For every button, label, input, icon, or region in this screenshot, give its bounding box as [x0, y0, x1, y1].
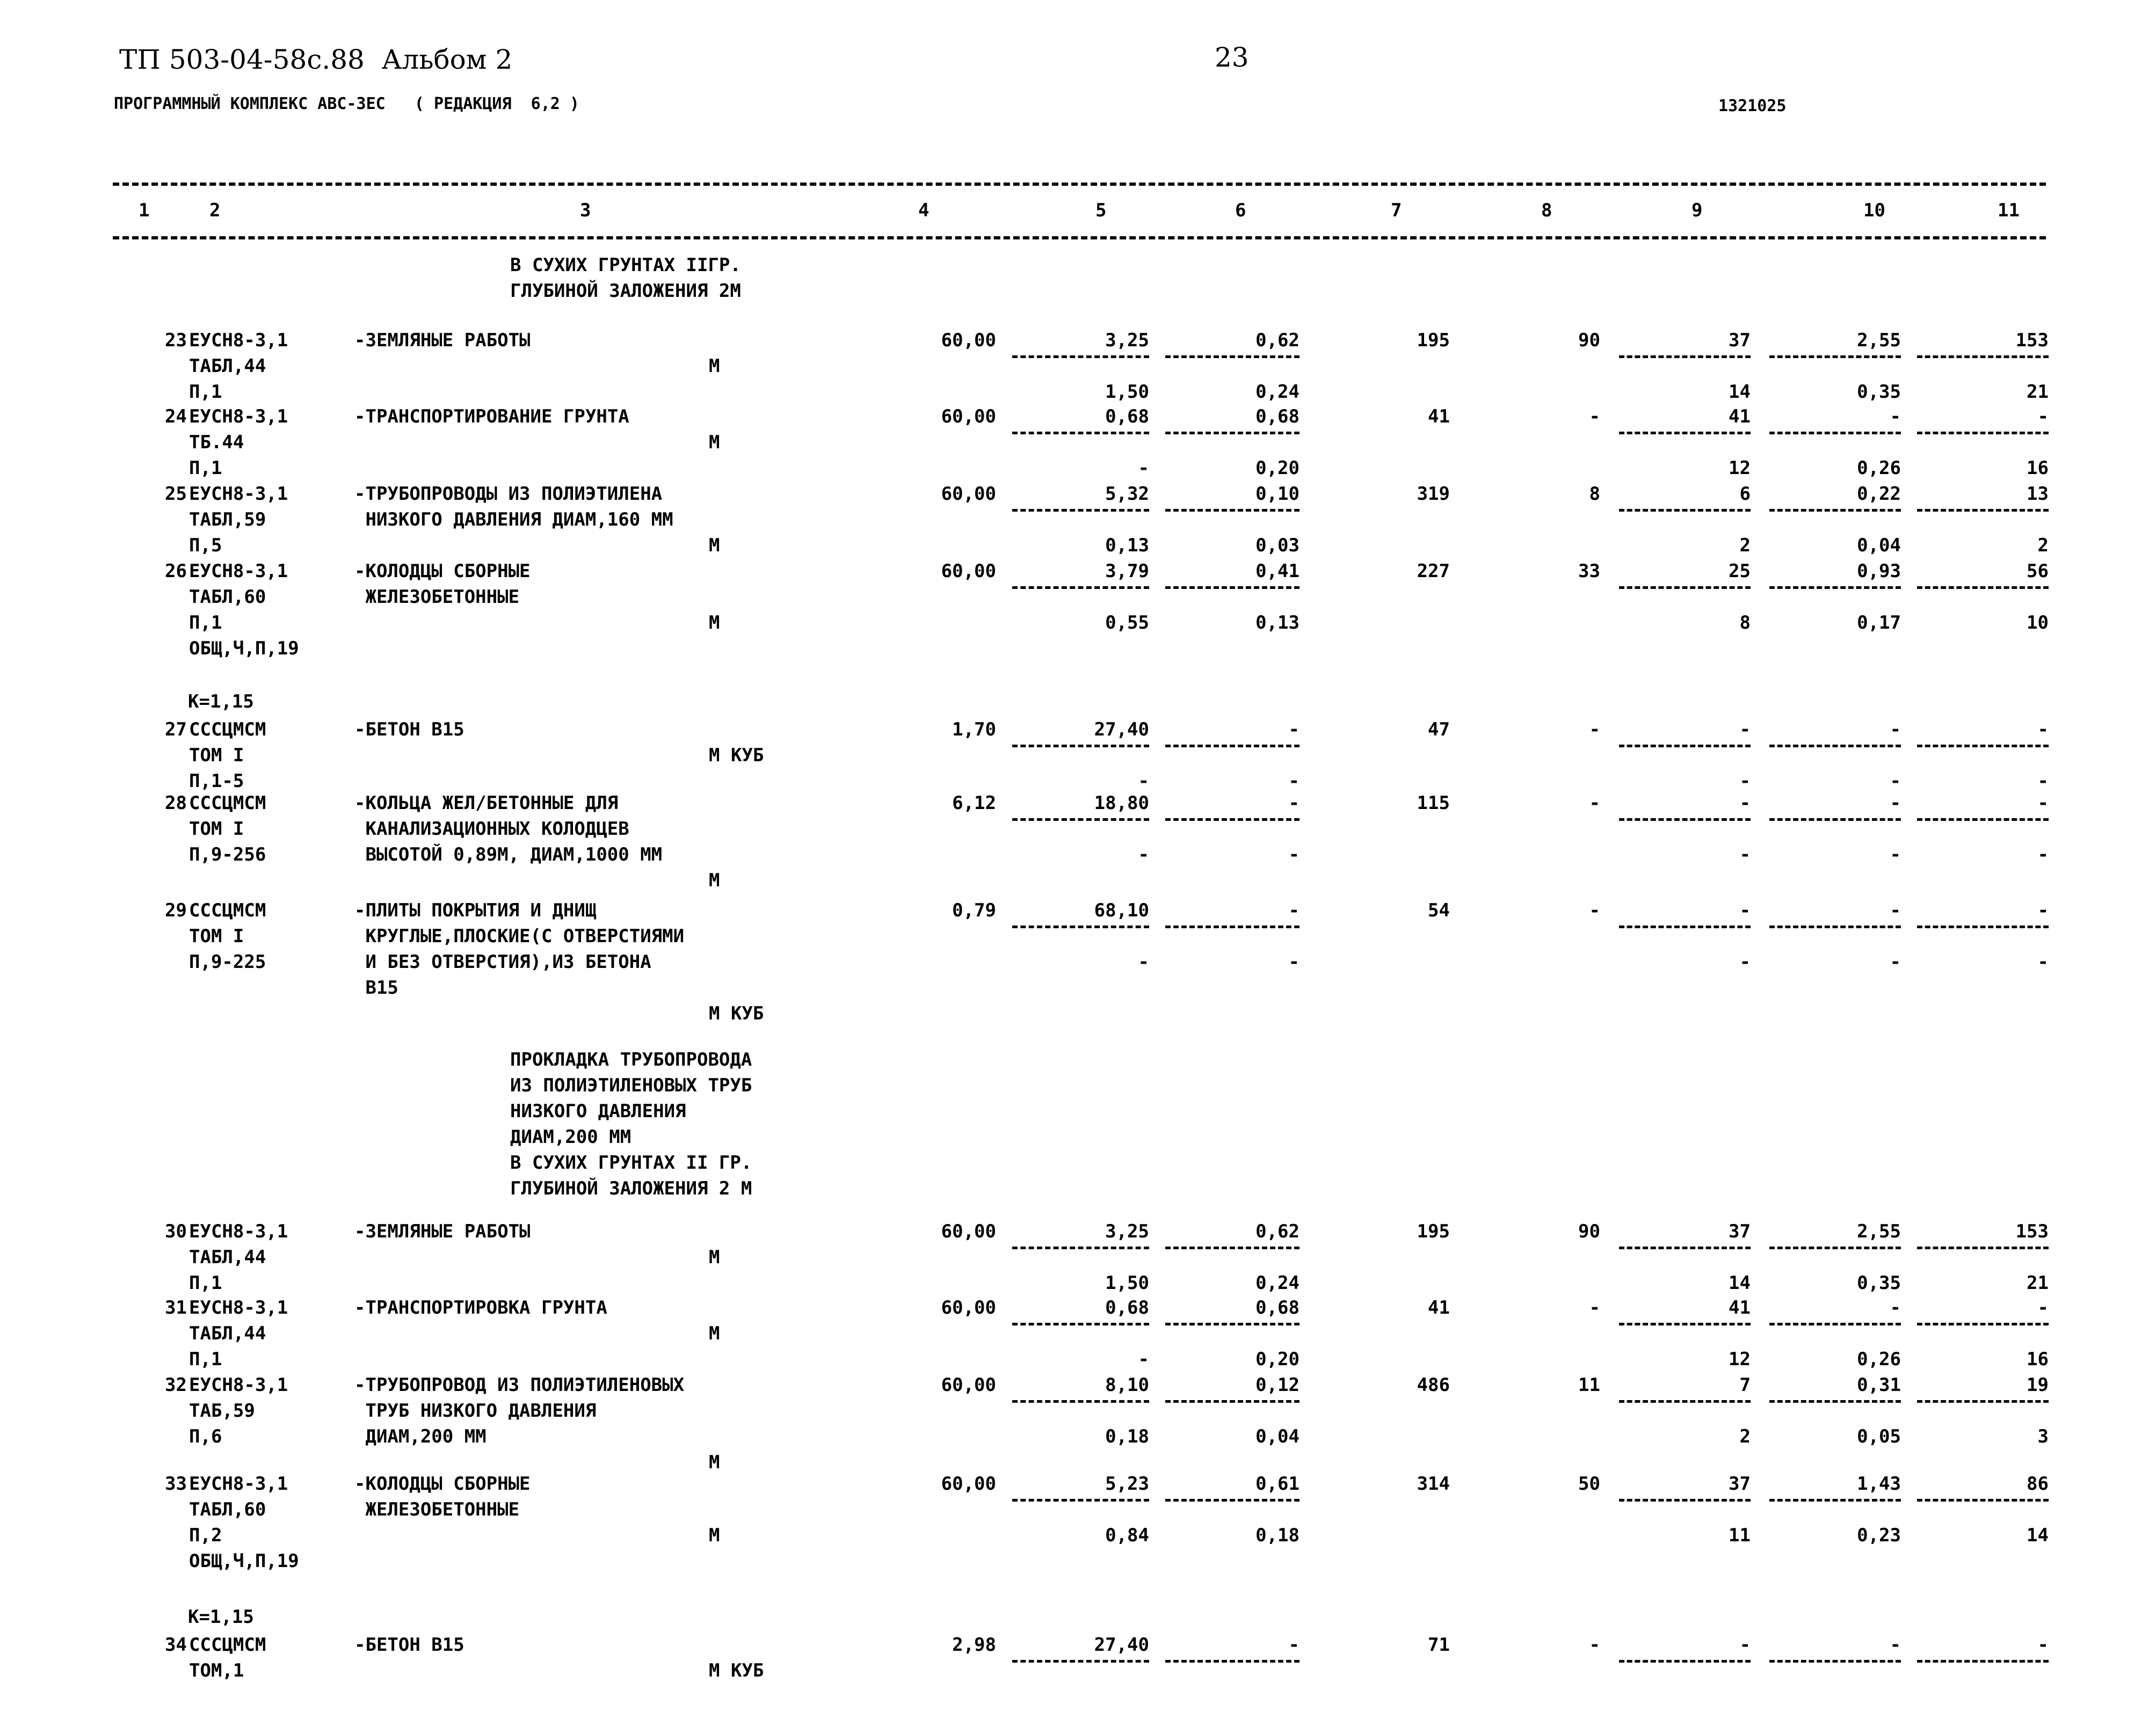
cell-divider: [1619, 745, 1751, 747]
cell-divider: [1619, 1247, 1751, 1249]
cell-divider: [1165, 432, 1300, 434]
cell-divider: [1917, 355, 2049, 358]
row-name: -КОЛЬЦА ЖЕЛ/БЕТОННЫЕ ДЛЯ КАНАЛИЗАЦИОННЫХ КОЛОДЦЕВ ВЫСОТОЙ 0,89М, ДИАМ,1000 ММ: [354, 792, 663, 865]
row-unit: М: [709, 870, 720, 891]
cell-divider: [1012, 355, 1149, 358]
row-c11: 153: [2015, 330, 2049, 351]
row-c11: 19: [2027, 1374, 2049, 1396]
row-c6: 0,41: [1255, 560, 1300, 582]
row-code: ЕУСН8-3,1 ТАБ,59 П,6: [189, 1374, 288, 1447]
row-c9: -: [1739, 900, 1751, 921]
row-c10: -: [1890, 792, 1901, 814]
row-name: -ТРУБОПРОВОДЫ ИЗ ПОЛИЭТИЛЕНА НИЗКОГО ДАВЛЕНИЯ ДИАМ,160 ММ: [354, 483, 673, 530]
row-c5: 27,40: [1094, 719, 1149, 740]
section-title-2: ПРОКЛАДКА ТРУБОПРОВОДА ИЗ ПОЛИЭТИЛЕНОВЫХ ТРУБ НИЗКОГО ДАВЛЕНИЯ ДИАМ,200 ММ В СУХИХ ГРУНТАХ II ГР. ГЛУБИНОЙ ЗАЛОЖЕНИЯ 2 М: [510, 1049, 752, 1199]
row-c11: 86: [2027, 1473, 2049, 1495]
row-c5: 5,23: [1105, 1473, 1149, 1495]
row-c10: -: [1890, 719, 1901, 740]
row-c4: 60,00: [941, 406, 996, 427]
page-number: 23: [1215, 42, 1249, 73]
cell-divider: [1165, 355, 1300, 358]
row-c10: 0,93: [1857, 560, 1901, 582]
row-unit: М: [709, 612, 720, 633]
row-c5b: 1,50: [1105, 1272, 1149, 1294]
row-c8: -: [1589, 1297, 1600, 1318]
row-c5: 3,79: [1105, 560, 1149, 582]
row-c9b: 14: [1729, 1272, 1751, 1294]
row-c9b: 8: [1739, 612, 1751, 633]
cell-divider: [1619, 509, 1751, 512]
row-c8: -: [1589, 792, 1600, 814]
row-c5: 0,68: [1105, 406, 1149, 427]
row-c11: -: [2037, 1297, 2049, 1318]
coefficient-note: К=1,15: [188, 1606, 254, 1628]
row-c6b: -: [1288, 951, 1300, 973]
row-number: 32: [165, 1374, 187, 1396]
row-c7: 115: [1417, 792, 1450, 814]
cell-divider: [1769, 1247, 1901, 1249]
row-number: 29: [165, 900, 187, 921]
row-c11b: 14: [2027, 1525, 2049, 1546]
cell-divider: [1619, 818, 1751, 821]
row-c4: 60,00: [941, 1374, 996, 1396]
row-unit: М КУБ: [709, 1003, 764, 1024]
row-c4: 60,00: [941, 1473, 996, 1495]
row-code: ЕУСН8-3,1 ТБ.44 П,1: [189, 406, 288, 479]
row-c8: -: [1589, 719, 1600, 740]
cell-divider: [1012, 745, 1149, 747]
row-c6b: 0,20: [1255, 457, 1300, 479]
row-code: ЕУСН8-3,1 ТАБЛ,44 П,1: [189, 1297, 288, 1370]
cell-divider: [1012, 818, 1149, 821]
row-c5b: -: [1138, 770, 1149, 792]
row-c9: 41: [1729, 406, 1751, 427]
row-c10: 1,43: [1857, 1473, 1901, 1495]
row-c5: 3,25: [1105, 1221, 1149, 1242]
row-number: 34: [165, 1634, 187, 1656]
row-c6b: -: [1288, 844, 1300, 865]
cell-divider: [1165, 745, 1300, 747]
cell-divider: [1012, 432, 1149, 434]
cell-divider: [1165, 1660, 1300, 1663]
cell-divider: [1769, 1323, 1901, 1325]
cell-divider: [1917, 926, 2049, 928]
row-c10b: 0,35: [1857, 1272, 1901, 1294]
cell-divider: [1917, 586, 2049, 589]
row-c4: 60,00: [941, 330, 996, 351]
cell-divider: [1165, 1247, 1300, 1249]
row-c6: 0,68: [1255, 406, 1300, 427]
row-c10: -: [1890, 406, 1901, 427]
row-c6b: 0,03: [1255, 535, 1300, 556]
row-c6: -: [1288, 900, 1300, 921]
row-c4: 2,98: [952, 1634, 996, 1656]
column-header-3: 3: [580, 200, 591, 221]
row-c11: -: [2037, 719, 2049, 740]
cell-divider: [1769, 926, 1901, 928]
header-rule-top: [113, 183, 2046, 186]
row-unit: М: [709, 1323, 720, 1344]
row-c6b: 0,18: [1255, 1525, 1300, 1546]
cell-divider: [1012, 586, 1149, 589]
row-c9b: 11: [1729, 1525, 1751, 1546]
row-code: СССЦМСМ ТОМ I П,9-225: [189, 900, 266, 973]
row-c10b: -: [1890, 951, 1901, 973]
row-c10: 0,22: [1857, 483, 1901, 505]
row-name: -ТРАНСПОРТИРОВАНИЕ ГРУНТА: [354, 406, 629, 427]
row-name: -БЕТОН В15: [354, 719, 464, 740]
row-code: ЕУСН8-3,1 ТАБЛ,60 П,1 ОБЩ,Ч,П,19: [189, 560, 299, 659]
row-c11b: 3: [2037, 1426, 2049, 1447]
cell-divider: [1619, 355, 1751, 358]
row-c4: 0,79: [952, 900, 996, 921]
row-c10b: 0,05: [1857, 1426, 1901, 1447]
row-c6b: 0,13: [1255, 612, 1300, 633]
row-c4: 1,70: [952, 719, 996, 740]
row-c10b: -: [1890, 844, 1901, 865]
cell-divider: [1619, 586, 1751, 589]
cell-divider: [1769, 1499, 1901, 1502]
cell-divider: [1165, 1400, 1300, 1403]
column-header-11: 11: [1998, 200, 2020, 221]
cell-divider: [1769, 432, 1901, 434]
row-c8: -: [1589, 406, 1600, 427]
cell-divider: [1917, 1323, 2049, 1325]
row-c10b: -: [1890, 770, 1901, 792]
row-c4: 60,00: [941, 483, 996, 505]
row-c6b: -: [1288, 770, 1300, 792]
row-c8: 90: [1578, 1221, 1600, 1242]
row-c10: 2,55: [1857, 1221, 1901, 1242]
row-c7: 71: [1428, 1634, 1450, 1656]
cell-divider: [1769, 586, 1901, 589]
row-c5b: 0,13: [1105, 535, 1149, 556]
row-c9: -: [1739, 792, 1751, 814]
row-code: ЕУСН8-3,1 ТАБЛ,44 П,1: [189, 330, 288, 403]
cell-divider: [1619, 926, 1751, 928]
row-c5b: 0,55: [1105, 612, 1149, 633]
row-c11b: 16: [2027, 1349, 2049, 1370]
row-c9: 25: [1729, 560, 1751, 582]
row-c11: -: [2037, 792, 2049, 814]
cell-divider: [1619, 1323, 1751, 1325]
cell-divider: [1165, 1323, 1300, 1325]
row-c11b: 21: [2027, 1272, 2049, 1294]
row-c7: 41: [1428, 1297, 1450, 1318]
row-c9: 6: [1739, 483, 1751, 505]
cell-divider: [1012, 1499, 1149, 1502]
row-c4: 60,00: [941, 560, 996, 582]
row-c9: 41: [1729, 1297, 1751, 1318]
row-c5b: -: [1138, 457, 1149, 479]
row-c11b: -: [2037, 951, 2049, 973]
row-c6b: 0,04: [1255, 1426, 1300, 1447]
cell-divider: [1165, 509, 1300, 512]
cell-divider: [1917, 745, 2049, 747]
row-c5: 5,32: [1105, 483, 1149, 505]
column-header-6: 6: [1235, 200, 1246, 221]
row-c11: 56: [2027, 560, 2049, 582]
row-c10: 2,55: [1857, 330, 1901, 351]
row-c4: 60,00: [941, 1297, 996, 1318]
row-c5: 3,25: [1105, 330, 1149, 351]
row-c10b: 0,26: [1857, 1349, 1901, 1370]
column-header-7: 7: [1391, 200, 1402, 221]
cell-divider: [1619, 432, 1751, 434]
row-c8: 33: [1578, 560, 1600, 582]
cell-divider: [1012, 1660, 1149, 1663]
row-c6: 0,12: [1255, 1374, 1300, 1396]
row-number: 31: [165, 1297, 187, 1318]
cell-divider: [1917, 432, 2049, 434]
program-title: ПРОГРАММНЫЙ КОМПЛЕКС АВС-3ЕС ( РЕДАКЦИЯ 6,2 ): [114, 94, 579, 113]
column-header-4: 4: [918, 200, 930, 221]
row-c6: -: [1288, 792, 1300, 814]
row-unit: М: [709, 535, 720, 556]
row-c6: 0,61: [1255, 1473, 1300, 1495]
cell-divider: [1769, 1400, 1901, 1403]
row-c9b: 12: [1729, 1349, 1751, 1370]
row-c4: 60,00: [941, 1221, 996, 1242]
row-name: -БЕТОН В15: [354, 1634, 464, 1656]
row-unit: М: [709, 1452, 720, 1473]
row-c6: 0,62: [1255, 330, 1300, 351]
row-c5b: 1,50: [1105, 381, 1149, 403]
row-c5b: 0,84: [1105, 1525, 1149, 1546]
row-c9: 37: [1729, 1221, 1751, 1242]
row-c7: 54: [1428, 900, 1450, 921]
row-c7: 41: [1428, 406, 1450, 427]
row-c11b: -: [2037, 770, 2049, 792]
column-header-1: 1: [139, 200, 150, 221]
row-c9: -: [1739, 1634, 1751, 1656]
coefficient-note: К=1,15: [188, 691, 254, 712]
cell-divider: [1165, 818, 1300, 821]
row-c9: 7: [1739, 1374, 1751, 1396]
row-c8: -: [1589, 900, 1600, 921]
row-c9b: 12: [1729, 457, 1751, 479]
row-c6: -: [1288, 1634, 1300, 1656]
row-c10b: 0,04: [1857, 535, 1901, 556]
column-header-5: 5: [1095, 200, 1107, 221]
row-c8: 8: [1589, 483, 1600, 505]
row-code: СССЦМСМ ТОМ I П,1-5: [189, 719, 266, 792]
row-name: -ЗЕМЛЯНЫЕ РАБОТЫ: [354, 1221, 531, 1242]
row-name: -ТРУБОПРОВОД ИЗ ПОЛИЭТИЛЕНОВЫХ ТРУБ НИЗКОГО ДАВЛЕНИЯ ДИАМ,200 ММ: [354, 1374, 685, 1447]
row-c7: 195: [1417, 330, 1450, 351]
row-c10: -: [1890, 1297, 1901, 1318]
row-c6: 0,10: [1255, 483, 1300, 505]
cell-divider: [1769, 818, 1901, 821]
row-number: 33: [165, 1473, 187, 1495]
row-c11b: 16: [2027, 457, 2049, 479]
cell-divider: [1012, 1323, 1149, 1325]
row-c9: 37: [1729, 330, 1751, 351]
row-c5b: -: [1138, 844, 1149, 865]
cell-divider: [1619, 1660, 1751, 1663]
column-header-8: 8: [1541, 200, 1552, 221]
cell-divider: [1917, 818, 2049, 821]
cell-divider: [1012, 509, 1149, 512]
row-number: 23: [165, 330, 187, 351]
row-c6b: 0,20: [1255, 1349, 1300, 1370]
row-c9b: 2: [1739, 535, 1751, 556]
cell-divider: [1012, 926, 1149, 928]
cell-divider: [1917, 509, 2049, 512]
cell-divider: [1165, 926, 1300, 928]
row-unit: М КУБ: [709, 745, 764, 766]
row-c5: 68,10: [1094, 900, 1149, 921]
row-c7: 195: [1417, 1221, 1450, 1242]
row-name: -ТРАНСПОРТИРОВКА ГРУНТА: [354, 1297, 607, 1318]
column-header-10: 10: [1863, 200, 1885, 221]
row-unit: М КУБ: [709, 1660, 764, 1681]
row-c10: 0,31: [1857, 1374, 1901, 1396]
row-c7: 314: [1417, 1473, 1450, 1495]
column-header-2: 2: [209, 200, 221, 221]
cell-divider: [1769, 355, 1901, 358]
row-c11: 13: [2027, 483, 2049, 505]
row-c6: 0,68: [1255, 1297, 1300, 1318]
row-c11: 153: [2015, 1221, 2049, 1242]
row-code: ЕУСН8-3,1 ТАБЛ,59 П,5: [189, 483, 288, 556]
cell-divider: [1917, 1660, 2049, 1663]
row-code: СССЦМСМ ТОМ,1: [189, 1634, 266, 1681]
row-c9b: 14: [1729, 381, 1751, 403]
cell-divider: [1165, 586, 1300, 589]
row-c10b: 0,23: [1857, 1525, 1901, 1546]
row-number: 25: [165, 483, 187, 505]
row-c5: 0,68: [1105, 1297, 1149, 1318]
row-c7: 486: [1417, 1374, 1450, 1396]
cell-divider: [1917, 1499, 2049, 1502]
doc-reference: ТП 503-04-58с.88 Альбом 2: [119, 44, 513, 75]
row-c7: 47: [1428, 719, 1450, 740]
row-code: ЕУСН8-3,1 ТАБЛ,44 П,1: [189, 1221, 288, 1294]
row-c10b: 0,35: [1857, 381, 1901, 403]
row-name: -ЗЕМЛЯНЫЕ РАБОТЫ: [354, 330, 531, 351]
row-number: 28: [165, 792, 187, 814]
row-name: -ПЛИТЫ ПОКРЫТИЯ И ДНИЩ КРУГЛЫЕ,ПЛОСКИЕ(С ОТВЕРСТИЯМИ И БЕЗ ОТВЕРСТИЯ),ИЗ БЕТОНА В15: [354, 900, 685, 999]
header-rule-bottom: [113, 236, 2046, 239]
cell-divider: [1012, 1400, 1149, 1403]
row-c11: -: [2037, 900, 2049, 921]
row-c7: 319: [1417, 483, 1450, 505]
cell-divider: [1165, 1499, 1300, 1502]
cell-divider: [1769, 509, 1901, 512]
row-c10b: 0,26: [1857, 457, 1901, 479]
section-title-1: В СУХИХ ГРУНТАХ IIГР. ГЛУБИНОЙ ЗАЛОЖЕНИЯ 2М: [510, 254, 741, 302]
row-c5b: -: [1138, 951, 1149, 973]
row-c11: -: [2037, 406, 2049, 427]
row-number: 26: [165, 560, 187, 582]
program-code: 1321025: [1718, 97, 1787, 115]
cell-divider: [1769, 1660, 1901, 1663]
row-c9b: -: [1739, 951, 1751, 973]
row-c5b: -: [1138, 1349, 1149, 1370]
row-c6b: 0,24: [1255, 381, 1300, 403]
row-c5: 27,40: [1094, 1634, 1149, 1656]
row-code: СССЦМСМ ТОМ I П,9-256: [189, 792, 266, 865]
row-unit: М: [709, 432, 720, 453]
row-c8: 50: [1578, 1473, 1600, 1495]
row-c11: -: [2037, 1634, 2049, 1656]
cell-divider: [1917, 1247, 2049, 1249]
cell-divider: [1769, 745, 1901, 747]
row-c11b: -: [2037, 844, 2049, 865]
row-number: 27: [165, 719, 187, 740]
row-c11b: 10: [2027, 612, 2049, 633]
row-c11b: 21: [2027, 381, 2049, 403]
row-c9b: 2: [1739, 1426, 1751, 1447]
row-c7: 227: [1417, 560, 1450, 582]
row-c8: -: [1589, 1634, 1600, 1656]
row-unit: М: [709, 1247, 720, 1268]
column-header-9: 9: [1692, 200, 1703, 221]
row-name: -КОЛОДЦЫ СБОРНЫЕ ЖЕЛЕЗОБЕТОННЫЕ: [354, 1473, 531, 1520]
row-c5: 8,10: [1105, 1374, 1149, 1396]
row-c9b: -: [1739, 844, 1751, 865]
row-unit: М: [709, 355, 720, 377]
row-number: 30: [165, 1221, 187, 1242]
row-c9: -: [1739, 719, 1751, 740]
cell-divider: [1619, 1400, 1751, 1403]
row-c9b: -: [1739, 770, 1751, 792]
row-c6: 0,62: [1255, 1221, 1300, 1242]
row-c8: 90: [1578, 330, 1600, 351]
row-c5b: 0,18: [1105, 1426, 1149, 1447]
cell-divider: [1012, 1247, 1149, 1249]
row-c11b: 2: [2037, 535, 2049, 556]
row-c5: 18,80: [1094, 792, 1149, 814]
row-unit: М: [709, 1525, 720, 1546]
row-c9: 37: [1729, 1473, 1751, 1495]
row-code: ЕУСН8-3,1 ТАБЛ,60 П,2 ОБЩ,Ч,П,19: [189, 1473, 299, 1572]
row-name: -КОЛОДЦЫ СБОРНЫЕ ЖЕЛЕЗОБЕТОННЫЕ: [354, 560, 531, 608]
row-c6: -: [1288, 719, 1300, 740]
row-number: 24: [165, 406, 187, 427]
row-c8: 11: [1578, 1374, 1600, 1396]
row-c10: -: [1890, 1634, 1901, 1656]
row-c6b: 0,24: [1255, 1272, 1300, 1294]
row-c10b: 0,17: [1857, 612, 1901, 633]
cell-divider: [1619, 1499, 1751, 1502]
row-c4: 6,12: [952, 792, 996, 814]
cell-divider: [1917, 1400, 2049, 1403]
row-c10: -: [1890, 900, 1901, 921]
